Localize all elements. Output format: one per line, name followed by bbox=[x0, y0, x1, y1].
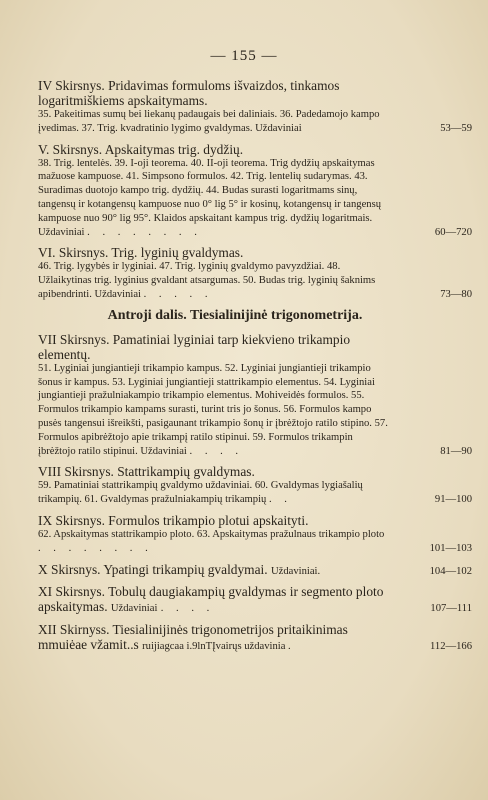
toc-entry bbox=[38, 622, 472, 654]
leader-dots: . . . . . bbox=[143, 288, 213, 300]
page-range: 91—100 bbox=[434, 494, 472, 506]
section-heading: XI Skirsnys. Tobulų daugiakampių gvaldymas ir segmento ploto apskaitymas. bbox=[38, 584, 384, 615]
leader-dots: . . bbox=[268, 494, 292, 506]
toc-entry bbox=[38, 562, 472, 579]
page-range: 104—102 bbox=[429, 565, 472, 577]
section-heading: IX Skirsnys. Formulos trikampio plotui apskaityti. bbox=[38, 512, 309, 528]
leader-dots: . . . . . . . . bbox=[87, 226, 202, 238]
section-heading: IV Skirsnys. Pridavimas formuloms išvaizdos, tinkamos logaritmiškiems apskaitymams. bbox=[38, 78, 340, 108]
page-number: — 155 — bbox=[210, 48, 278, 64]
section-heading: XII Skirnyss. Tiesialinijinės trigonometrijos pritaikinimas mmuiėae vžamit..s bbox=[38, 622, 348, 653]
section-description: Uždaviniai. bbox=[270, 565, 321, 577]
leader-dots: . . . . . . . . bbox=[38, 542, 153, 554]
table-of-contents bbox=[38, 78, 472, 660]
page-range: 107—111 bbox=[430, 603, 472, 615]
toc-entry bbox=[38, 332, 472, 459]
part-title: Antroji dalis. Tiesialinijinė trigonometrija. bbox=[107, 307, 363, 323]
section-description: 51. Lyginiai jungiantieji trikampio kampus. 52. Lyginiai jungiantieji trikampio šonus ir kampus. 53. Lyginiai jungiantieji stattrikampio elementus. 54. Lyginiai jungiantieji pražulniakampio trikampio elementus. Mohiveidės formulos. 55. Formulos trikampio kampams surasti, turint tris jo šonus. 56. Formulos kampo pusės tangensui išreikšti, pasigaunant trikampio šonų ir įbrėžtojo ratilo stipino. 57. Formulos apibrėžtojo apie trikampį ratilo stipinui. 59. Formulos trikampin įbrėžtojo ratilo stipinui. Uždaviniai bbox=[38, 362, 388, 457]
section-description: Uždaviniai bbox=[110, 603, 158, 615]
toc-entry bbox=[38, 584, 472, 616]
section-heading: VII Skirsnys. Pamatiniai lyginiai tarp kiekvieno trikampio elementų. bbox=[38, 331, 351, 362]
section-heading: V. Skirsnys. Apskaitymas trig. dydžių. bbox=[38, 141, 244, 157]
section-description: 59. Pamatiniai stattrikampių gvaldymo uždaviniai. 60. Gvaldymas lygiašalių trikampių. 61. Gvaldymas pražulniakampių trikampių bbox=[38, 480, 363, 506]
page-range: 101—103 bbox=[429, 542, 472, 554]
toc-entry bbox=[38, 513, 472, 556]
section-heading: VIII Skirsnys. Stattrikampių gvaldymas. bbox=[38, 464, 255, 480]
page-range: 73—80 bbox=[440, 288, 472, 300]
section-heading: X Skirsnys. Ypatingi trikampių gvaldymai. bbox=[38, 561, 268, 577]
leader-dots: . . . . bbox=[160, 603, 215, 615]
leader-dots: . . . . bbox=[189, 445, 244, 457]
section-description: 35. Pakeitimas sumų bei liekanų padaugais bei daliniais. 36. Padedamojo kampo įvedimas. 37. Trig. kvadratinio lygimo gvaldymas. Uždaviniai bbox=[38, 109, 380, 134]
section-description: 46. Trig. lygybės ir lyginiai. 47. Trig. lyginių gvaldymo pavyzdžiai. 48. Užlaikytinas trig. lyginius gvaldant atsargumas. 50. Budas trig. lyginių šaknims apibendrinti. Uždaviniai bbox=[38, 261, 376, 300]
section-description: 38. Trig. lentelės. 39. I-oji teorema. 40. II-oji teorema. Trig dydžių apskaitymas mažuose kampuose. 41. Simpsono formulos. 42. Trig. lentelių sudarymas. 43. Suradimas duotojo kampo trig. dydžių. 44. Budas surasti logaritmams sinų, tangensų ir kotangensų kampuose nuo 0° lig 5° ir kosinų, kotangensų ir tangensų kampuose nuo 90° lig 95°. Klaidos apskaitant kampus trig. dydžių logaritmais. Uždaviniai bbox=[38, 157, 382, 238]
page-range: 53—59 bbox=[440, 122, 472, 134]
page-range: 60—720 bbox=[434, 226, 472, 238]
section-description: ruijiagcaa i.9lnTĮvairųs uždavinia . bbox=[142, 641, 291, 653]
page-range: 81—90 bbox=[440, 445, 472, 457]
section-description: 62. Apskaitymas stattrikampio ploto. 63. Apskaitymas pražulnaus trikampio ploto bbox=[38, 528, 385, 540]
toc-entry bbox=[38, 78, 472, 136]
page-range: 112—166 bbox=[430, 641, 472, 653]
toc-entry bbox=[38, 245, 472, 301]
section-heading: VI. Skirsnys. Trig. lyginių gvaldymas. bbox=[38, 245, 244, 261]
toc-entry bbox=[38, 142, 472, 240]
toc-entry bbox=[38, 464, 472, 507]
